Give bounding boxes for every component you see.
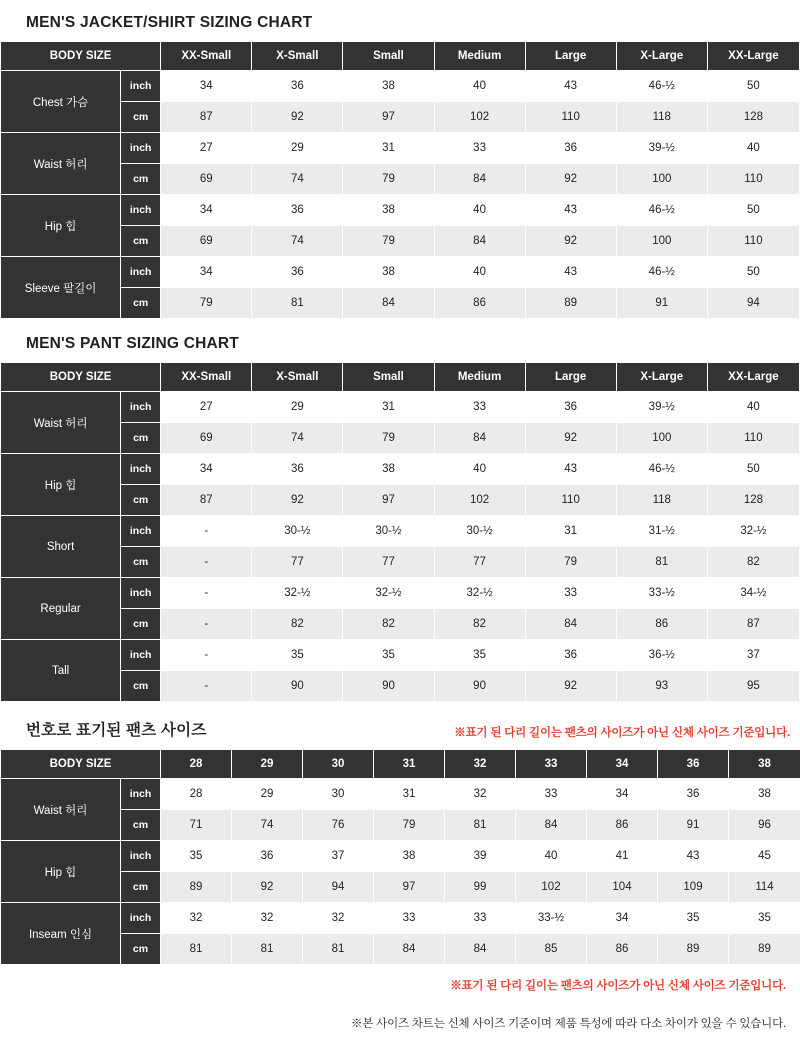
row-unit: cm: [121, 609, 161, 640]
row-unit: inch: [121, 578, 161, 609]
cell-value: 81: [303, 934, 374, 965]
cell-value: 29: [232, 779, 303, 810]
header-size-5: Large: [525, 363, 616, 392]
cell-value: 94: [303, 872, 374, 903]
cell-value: 86: [434, 288, 525, 319]
cell-value: 76: [303, 810, 374, 841]
row-unit: cm: [121, 872, 161, 903]
table-header-row: [1, 42, 800, 71]
cell-value: 40: [434, 454, 525, 485]
cell-value: 77: [434, 547, 525, 578]
header-size-1: XX-Small: [161, 363, 252, 392]
header-size-3: Small: [343, 363, 434, 392]
cell-value: 33: [434, 392, 525, 423]
cell-value: 33-½: [516, 903, 587, 934]
cell-value: 84: [525, 609, 616, 640]
table-row: [1, 102, 800, 133]
header-size-4: Medium: [434, 42, 525, 71]
table-row: [1, 640, 800, 671]
cell-value: 38: [729, 779, 800, 810]
header-size-6: 33: [516, 750, 587, 779]
cell-value: 37: [707, 640, 799, 671]
cell-value: 35: [161, 841, 232, 872]
cell-value: 85: [516, 934, 587, 965]
cell-value: 81: [252, 288, 343, 319]
cell-value: 46-½: [616, 257, 707, 288]
table-header-row: [1, 750, 800, 779]
table-row: [1, 578, 800, 609]
cell-value: 82: [434, 609, 525, 640]
cell-value: 30: [303, 779, 374, 810]
cell-value: 43: [525, 454, 616, 485]
cell-value: 33: [434, 133, 525, 164]
cell-value: 89: [525, 288, 616, 319]
header-size-5: 32: [445, 750, 516, 779]
cell-value: 32-½: [434, 578, 525, 609]
cell-value: 84: [445, 934, 516, 965]
header-size-9: 38: [729, 750, 800, 779]
cell-value: 41: [587, 841, 658, 872]
cell-value: 33-½: [616, 578, 707, 609]
table-row: [1, 423, 800, 454]
row-unit: cm: [121, 102, 161, 133]
cell-value: 33: [445, 903, 516, 934]
cell-value: 84: [434, 226, 525, 257]
cell-value: 39-½: [616, 133, 707, 164]
cell-value: 74: [252, 226, 343, 257]
cell-value: 30-½: [434, 516, 525, 547]
cell-value: 74: [252, 423, 343, 454]
cell-value: 38: [343, 454, 434, 485]
cell-value: 36: [252, 195, 343, 226]
table-row: [1, 779, 800, 810]
cell-value: 35: [252, 640, 343, 671]
cell-value: -: [161, 671, 252, 702]
cell-value: 92: [525, 164, 616, 195]
cell-value: 32-½: [252, 578, 343, 609]
cell-value: 29: [252, 392, 343, 423]
cell-value: 36: [252, 71, 343, 102]
header-size-7: 34: [587, 750, 658, 779]
row-label: Hip 힙: [1, 841, 121, 903]
table-header-row: [1, 363, 800, 392]
cell-value: 40: [516, 841, 587, 872]
cell-value: 43: [525, 71, 616, 102]
cell-value: 84: [343, 288, 434, 319]
cell-value: 91: [658, 810, 729, 841]
cell-value: 33: [525, 578, 616, 609]
cell-value: 92: [525, 226, 616, 257]
cell-value: 32-½: [343, 578, 434, 609]
table-row: [1, 516, 800, 547]
cell-value: 110: [707, 164, 799, 195]
cell-value: 118: [616, 485, 707, 516]
table-row: [1, 485, 800, 516]
cell-value: 110: [707, 226, 799, 257]
cell-value: 95: [707, 671, 799, 702]
row-unit: inch: [121, 257, 161, 288]
cell-value: 27: [161, 392, 252, 423]
row-unit: cm: [121, 288, 161, 319]
cell-value: 45: [729, 841, 800, 872]
cell-value: 40: [434, 195, 525, 226]
header-size-1: XX-Small: [161, 42, 252, 71]
cell-value: 39: [445, 841, 516, 872]
cell-value: 32: [303, 903, 374, 934]
cell-value: 36: [525, 640, 616, 671]
cell-value: 89: [658, 934, 729, 965]
row-unit: inch: [121, 195, 161, 226]
cell-value: -: [161, 516, 252, 547]
cell-value: 31: [374, 779, 445, 810]
cell-value: 128: [707, 485, 799, 516]
cell-value: 97: [343, 102, 434, 133]
cell-value: 86: [616, 609, 707, 640]
cell-value: 81: [616, 547, 707, 578]
cell-value: 50: [707, 195, 799, 226]
cell-value: 79: [525, 547, 616, 578]
row-unit: cm: [121, 164, 161, 195]
row-unit: inch: [121, 454, 161, 485]
cell-value: 84: [374, 934, 445, 965]
cell-value: 31: [343, 133, 434, 164]
cell-value: 34: [161, 71, 252, 102]
row-label: Short: [1, 516, 121, 578]
cell-value: 81: [445, 810, 516, 841]
row-unit: inch: [121, 903, 161, 934]
header-size-6: X-Large: [616, 42, 707, 71]
cell-value: 34: [161, 195, 252, 226]
row-label: Regular: [1, 578, 121, 640]
cell-value: 31-½: [616, 516, 707, 547]
cell-value: 92: [525, 671, 616, 702]
header-size-8: 36: [658, 750, 729, 779]
bottom-black-note: ※본 사이즈 차트는 신체 사이즈 기준이며 제품 특성에 따라 다소 차이가 있을 수 있습니다.: [350, 1018, 786, 1030]
cell-value: 102: [434, 102, 525, 133]
row-label: Waist 허리: [1, 133, 121, 195]
row-unit: inch: [121, 779, 161, 810]
cell-value: 92: [525, 423, 616, 454]
row-label: Sleeve 팔길이: [1, 257, 121, 319]
cell-value: 34-½: [707, 578, 799, 609]
cell-value: 46-½: [616, 454, 707, 485]
cell-value: 92: [232, 872, 303, 903]
row-label: Inseam 인심: [1, 903, 121, 965]
header-size-1: 28: [161, 750, 232, 779]
row-unit: inch: [121, 516, 161, 547]
row-unit: inch: [121, 133, 161, 164]
cell-value: 84: [434, 423, 525, 454]
cell-value: 31: [343, 392, 434, 423]
header-size-3: Small: [343, 42, 434, 71]
header-body-size: BODY SIZE: [1, 750, 161, 779]
cell-value: 82: [707, 547, 799, 578]
cell-value: 40: [434, 257, 525, 288]
table-row: [1, 164, 800, 195]
cell-value: 110: [707, 423, 799, 454]
cell-value: 89: [729, 934, 800, 965]
header-size-2: 29: [232, 750, 303, 779]
cell-value: 43: [525, 257, 616, 288]
cell-value: 82: [343, 609, 434, 640]
cell-value: 100: [616, 226, 707, 257]
cell-value: 99: [445, 872, 516, 903]
cell-value: -: [161, 609, 252, 640]
cell-value: 92: [252, 485, 343, 516]
header-size-5: Large: [525, 42, 616, 71]
cell-value: 102: [516, 872, 587, 903]
cell-value: 69: [161, 164, 252, 195]
cell-value: 87: [161, 102, 252, 133]
row-unit: inch: [121, 392, 161, 423]
cell-value: 97: [374, 872, 445, 903]
cell-value: 79: [343, 226, 434, 257]
cell-value: 128: [707, 102, 799, 133]
cell-value: 33: [374, 903, 445, 934]
cell-value: 87: [707, 609, 799, 640]
numbered-pant-sizing-table: [0, 749, 800, 965]
row-label: Tall: [1, 640, 121, 702]
table-row: [1, 841, 800, 872]
header-body-size: BODY SIZE: [1, 42, 161, 71]
cell-value: 84: [434, 164, 525, 195]
cell-value: 74: [232, 810, 303, 841]
cell-value: 46-½: [616, 71, 707, 102]
section-title-jacket: MEN'S JACKET/SHIRT SIZING CHART: [26, 14, 313, 31]
row-unit: cm: [121, 547, 161, 578]
cell-value: 94: [707, 288, 799, 319]
header-size-7: XX-Large: [707, 363, 799, 392]
table-row: [1, 195, 800, 226]
cell-value: 82: [252, 609, 343, 640]
cell-value: 87: [161, 485, 252, 516]
cell-value: 90: [434, 671, 525, 702]
bottom-red-note: ※표기 된 다리 길이는 팬츠의 사이즈가 아닌 신체 사이즈 기준입니다.: [450, 980, 786, 992]
cell-value: 90: [343, 671, 434, 702]
table-row: [1, 226, 800, 257]
cell-value: 86: [587, 934, 658, 965]
cell-value: 33: [516, 779, 587, 810]
numbered-pant-header-row: [0, 702, 800, 749]
cell-value: 36: [525, 133, 616, 164]
cell-value: 96: [729, 810, 800, 841]
cell-value: 43: [525, 195, 616, 226]
cell-value: 35: [434, 640, 525, 671]
header-size-2: X-Small: [252, 42, 343, 71]
cell-value: 92: [252, 102, 343, 133]
cell-value: 71: [161, 810, 232, 841]
cell-value: 50: [707, 454, 799, 485]
cell-value: 34: [587, 903, 658, 934]
jacket-sizing-table: [0, 41, 800, 319]
cell-value: 36: [525, 392, 616, 423]
table-row: [1, 288, 800, 319]
cell-value: 81: [232, 934, 303, 965]
header-size-2: X-Small: [252, 363, 343, 392]
row-unit: inch: [121, 841, 161, 872]
section-title-pant: MEN'S PANT SIZING CHART: [26, 335, 239, 352]
table-row: [1, 257, 800, 288]
table-row: [1, 71, 800, 102]
cell-value: 91: [616, 288, 707, 319]
row-unit: cm: [121, 226, 161, 257]
row-unit: inch: [121, 71, 161, 102]
cell-value: 27: [161, 133, 252, 164]
cell-value: 46-½: [616, 195, 707, 226]
cell-value: 35: [658, 903, 729, 934]
cell-value: 30-½: [343, 516, 434, 547]
row-label: Chest 가슴: [1, 71, 121, 133]
row-unit: cm: [121, 423, 161, 454]
cell-value: 28: [161, 779, 232, 810]
cell-value: 34: [161, 454, 252, 485]
cell-value: 69: [161, 226, 252, 257]
header-size-6: X-Large: [616, 363, 707, 392]
cell-value: 77: [252, 547, 343, 578]
header-size-4: Medium: [434, 363, 525, 392]
table-row: [1, 454, 800, 485]
cell-value: 84: [516, 810, 587, 841]
cell-value: 90: [252, 671, 343, 702]
cell-value: 36: [252, 454, 343, 485]
cell-value: 32: [445, 779, 516, 810]
cell-value: 32-½: [707, 516, 799, 547]
header-size-4: 31: [374, 750, 445, 779]
cell-value: 118: [616, 102, 707, 133]
cell-value: 31: [525, 516, 616, 547]
cell-value: 38: [374, 841, 445, 872]
cell-value: 36: [252, 257, 343, 288]
cell-value: 102: [434, 485, 525, 516]
section-title-numbered-pant: 번호로 표기된 팬츠 사이즈: [26, 722, 207, 739]
cell-value: -: [161, 547, 252, 578]
cell-value: 36: [232, 841, 303, 872]
cell-value: 89: [161, 872, 232, 903]
header-size-7: XX-Large: [707, 42, 799, 71]
table-row: [1, 872, 800, 903]
cell-value: 40: [707, 392, 799, 423]
header-body-size: BODY SIZE: [1, 363, 161, 392]
cell-value: 79: [161, 288, 252, 319]
cell-value: 50: [707, 257, 799, 288]
cell-value: 97: [343, 485, 434, 516]
row-label: Waist 허리: [1, 779, 121, 841]
cell-value: 40: [707, 133, 799, 164]
cell-value: 32: [232, 903, 303, 934]
cell-value: 109: [658, 872, 729, 903]
cell-value: 114: [729, 872, 800, 903]
row-label: Hip 힙: [1, 195, 121, 257]
cell-value: 50: [707, 71, 799, 102]
cell-value: 36: [658, 779, 729, 810]
cell-value: 32: [161, 903, 232, 934]
cell-value: -: [161, 640, 252, 671]
row-unit: inch: [121, 640, 161, 671]
cell-value: 110: [525, 102, 616, 133]
table-row: [1, 547, 800, 578]
table-row: [1, 903, 800, 934]
cell-value: 34: [587, 779, 658, 810]
table-row: [1, 671, 800, 702]
cell-value: 69: [161, 423, 252, 454]
row-unit: cm: [121, 485, 161, 516]
cell-value: 35: [729, 903, 800, 934]
cell-value: 74: [252, 164, 343, 195]
table-row: [1, 609, 800, 640]
cell-value: 29: [252, 133, 343, 164]
row-label: Hip 힙: [1, 454, 121, 516]
cell-value: 79: [374, 810, 445, 841]
cell-value: 81: [161, 934, 232, 965]
cell-value: 86: [587, 810, 658, 841]
cell-value: 77: [343, 547, 434, 578]
numbered-pant-note: ※표기 된 다리 길이는 팬츠의 사이즈가 아닌 신체 사이즈 기준입니다.: [454, 727, 790, 739]
cell-value: 100: [616, 423, 707, 454]
cell-value: 79: [343, 423, 434, 454]
cell-value: 40: [434, 71, 525, 102]
cell-value: 110: [525, 485, 616, 516]
row-unit: cm: [121, 934, 161, 965]
table-row: [1, 934, 800, 965]
cell-value: 100: [616, 164, 707, 195]
cell-value: 38: [343, 257, 434, 288]
cell-value: 43: [658, 841, 729, 872]
cell-value: 38: [343, 195, 434, 226]
pant-sizing-table: [0, 362, 800, 702]
row-unit: cm: [121, 810, 161, 841]
table-row: [1, 392, 800, 423]
cell-value: 34: [161, 257, 252, 288]
table-row: [1, 133, 800, 164]
cell-value: 36-½: [616, 640, 707, 671]
row-unit: cm: [121, 671, 161, 702]
cell-value: 93: [616, 671, 707, 702]
cell-value: 104: [587, 872, 658, 903]
cell-value: 79: [343, 164, 434, 195]
cell-value: 37: [303, 841, 374, 872]
cell-value: 39-½: [616, 392, 707, 423]
cell-value: 35: [343, 640, 434, 671]
cell-value: 38: [343, 71, 434, 102]
header-size-3: 30: [303, 750, 374, 779]
row-label: Waist 허리: [1, 392, 121, 454]
cell-value: 30-½: [252, 516, 343, 547]
cell-value: -: [161, 578, 252, 609]
table-row: [1, 810, 800, 841]
